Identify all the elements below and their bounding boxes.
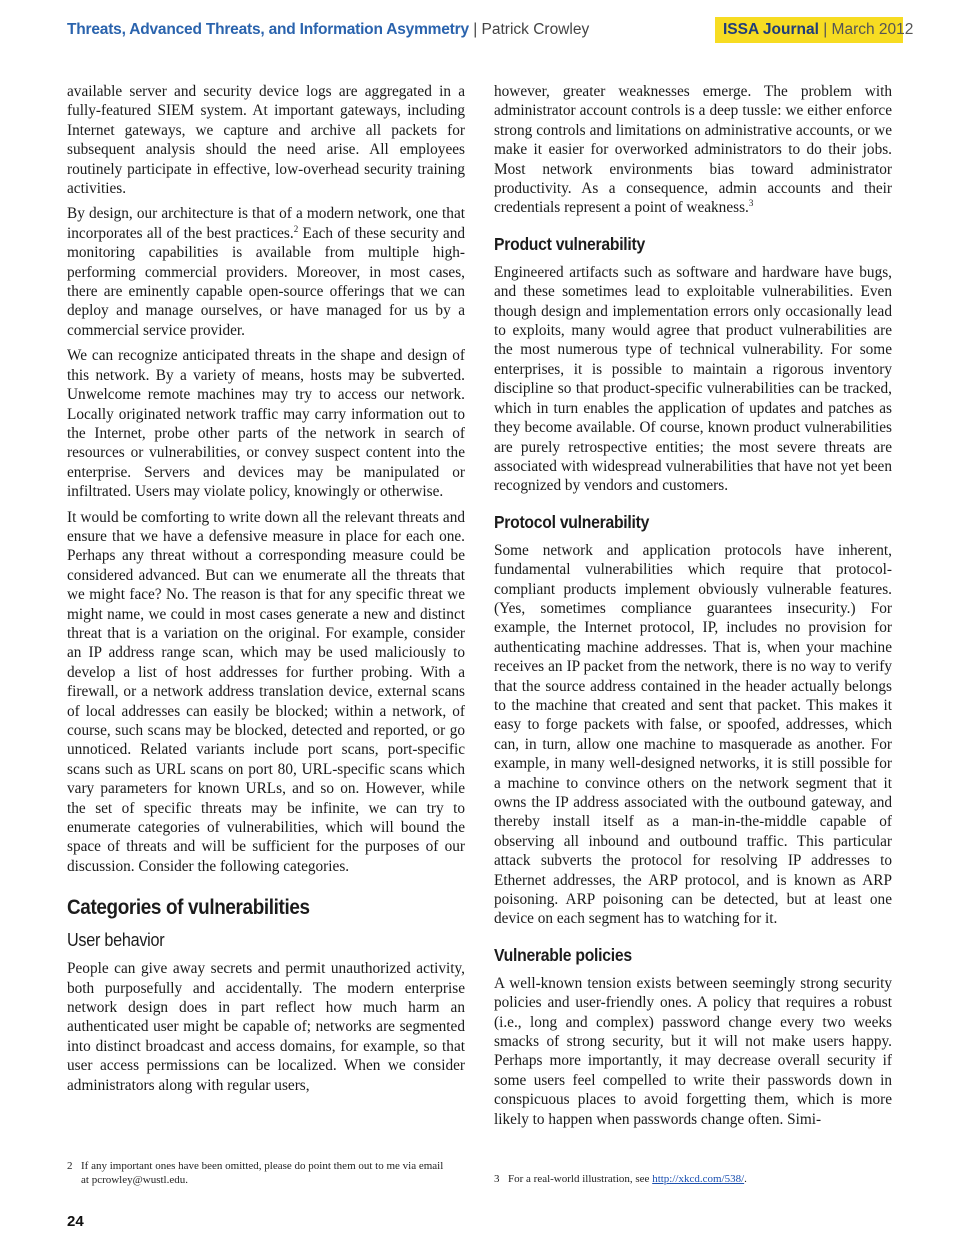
footnote-text: For a real-world illustration, see bbox=[508, 1173, 653, 1185]
footnote-text: at pcrowley@wustl.edu. bbox=[81, 1173, 188, 1186]
footnote-3 bbox=[494, 1173, 892, 1187]
journal-name: ISSA Journal bbox=[723, 21, 819, 38]
subheading-protocol-vulnerability: Protocol vulnerability bbox=[494, 511, 650, 532]
footnote-link[interactable]: http://xkcd.com/538/ bbox=[652, 1173, 745, 1185]
body-paragraph: It would be comforting to write down all the relevant threats and ensure that we have a defensive measure in place for each one. Perhaps any threat without a corresponding measure could be considered advanced. But can we enumerate all the threats that we might face? No. The reason is that for any specific threat we might name, we could in most cases generate a new and distinct threat that is a variation on the original. For example, consider an IP address range scan, which may be used maliciously to develop a list of host addresses for further probing. With a firewall, or a network address translation device, external scans of local addresses can easily be blocked; within a network, of course, such scans may be blocked, detected and reported, or go unnoticed. Related variants include port scans, port-specific scans such as URL scans on port 80, URL-specific scans which vary parameters for known URLs, and so on. However, while the set of specific threats may be infinite, we can try to enumerate categories of vulnerabilities, which will bound the space of threats and will be sufficient for the purposes of our discussion. Consider the following categories. bbox=[67, 508, 465, 875]
left-column bbox=[67, 82, 465, 1101]
subheading-vulnerable-policies: Vulnerable policies bbox=[494, 944, 632, 965]
body-paragraph: People can give away secrets and permit unauthorized activity, both purposefully and accidentally. The modern enterprise network design does in part reflect how much harm an authenticated user might be capable of; networks are segmented into distinct broadcast and access domains, for example, so that user access permissions can be localized. When we consider administrators along with regular users, bbox=[67, 960, 465, 1094]
footnote-ref-2[interactable]: 2 bbox=[293, 223, 299, 234]
footnote-text: . bbox=[744, 1173, 747, 1185]
article-author: Patrick Crowley bbox=[481, 21, 590, 38]
footnote-text: If any important ones have been omitted, please do point them out to me via email bbox=[81, 1160, 444, 1172]
page-number: 24 bbox=[67, 1213, 84, 1230]
footnote-number: 3 bbox=[494, 1173, 500, 1185]
body-paragraph bbox=[494, 82, 892, 218]
paragraph-text: however, greater weaknesses emerge. The problem with administrator account controls is a deep tussle: we either enforce strong controls and limitations on administrative accounts, or we make it easier for overworked administrators to do their jobs. Most network environments bias toward administrator productivity. As a consequence, admin accounts and their credentials represent a point of weakness. bbox=[494, 83, 892, 217]
body-paragraph: We can recognize anticipated threats in the shape and design of this network. By a variety of means, hosts may be subverted. Unwelcome remote machines may try to access our network. Locally originated network traffic may carry information out to the Internet, probe other parts of the network in search of resources or vulnerabilities, or convey suspect content into the enterprise. Servers and devices may be manipulated or infiltrated. Users may violate policy, knowingly or otherwise. bbox=[67, 347, 465, 501]
subheading-product-vulnerability: Product vulnerability bbox=[494, 233, 645, 254]
journal-separator: | bbox=[818, 21, 832, 38]
footnote-2 bbox=[67, 1160, 465, 1187]
running-header-journal bbox=[715, 17, 914, 43]
paragraph-text: By design, our architecture is that of a modern network, one that incorporates all of the best practices. bbox=[67, 205, 465, 242]
running-header-article bbox=[67, 18, 589, 42]
body-paragraph: Engineered artifacts such as software and hardware have bugs, and these sometimes lead to exploitable vulnerabilities. Even though design and implementation errors only occasionally lead to exploits, many would agree that product vulnerabilities are the most numerous type of technical vulnerability. For some enterprises, it is possible to maintain a rigorous inventory discipline so that product-specific vulnerabilities can be tracked, which in turn enables the application of updates and patches as they become available. Of course, known product vulnerabilities are purely retrospective entities; the most severe threats are associated with widespread vulnerabilities that have not yet been recognized by vendors and customers. bbox=[494, 263, 892, 495]
footnote-ref-3[interactable]: 3 bbox=[748, 198, 754, 209]
body-paragraph: A well-known tension exists between seemingly strong security policies and user-friendly ones. A policy that requires a robust (i.e., long and complex) password change every two weeks smacks of strong security, but it will not make users happy. Perhaps more importantly, it may decrease overall security if some users feel compelled to write their passwords down in conspicuous places to avoid forgetting them, which is more likely to happen when passwords change often. Simi- bbox=[494, 974, 892, 1128]
article-title: Threats, Advanced Threats, and Information Asymmetry bbox=[67, 21, 469, 38]
paragraph-text: Each of these security and monitoring capabilities is available from multiple high-performing commercial providers. Moreover, in most cases, there are eminently capable open-source offerings that we can deploy and manage ourselves, or have managed for us by a commercial service provider. bbox=[67, 224, 466, 339]
subheading-user-behavior: User behavior bbox=[67, 930, 165, 951]
header-separator: | bbox=[468, 21, 482, 38]
section-heading-categories: Categories of vulnerabilities bbox=[67, 896, 310, 920]
body-paragraph: Some network and application protocols have inherent, fundamental vulnerabilities which require that protocol-compliant products implement obviously vulnerable features. (Yes, sometimes compliance guarantees insecurity.) For example, the Internet protocol, IP, includes no provision for authenticating machine addresses. That is, when your machine receives an IP packet from the network, there is no way to verify that the source address contained in the header actually belongs to the machine that created and sent that packet. This makes it easy to forge packets with false, or spoofed, addresses, which can, in turn, allow one machine to masquerade as another. For example, in many well-designed networks, it is still possible for a machine to convince others on the network segment that it owns the IP address associated with the outbound gateway, and thereby install itself as a man-in-the-middle capable of observing all inbound and outbound traffic. This particular attack subverts the protocol for resolving IP addresses to Ethernet addresses, the ARP protocol, and is known as ARP poisoning. ARP poisoning can be detected, but at least one device on each segment has to watching for it. bbox=[494, 541, 892, 928]
body-paragraph: available server and security device logs are aggregated in a fully-featured SIEM system. At important gateways, including Internet gateways, we capture and archive all packets for subsequent analysis should the need arise. All employees routinely participate in effective, low-overhead security training activities. bbox=[67, 83, 465, 198]
issue-date: March 2012 bbox=[831, 21, 914, 38]
right-column bbox=[494, 82, 892, 1135]
footnote-number: 2 bbox=[67, 1160, 73, 1172]
body-paragraph bbox=[67, 204, 465, 340]
